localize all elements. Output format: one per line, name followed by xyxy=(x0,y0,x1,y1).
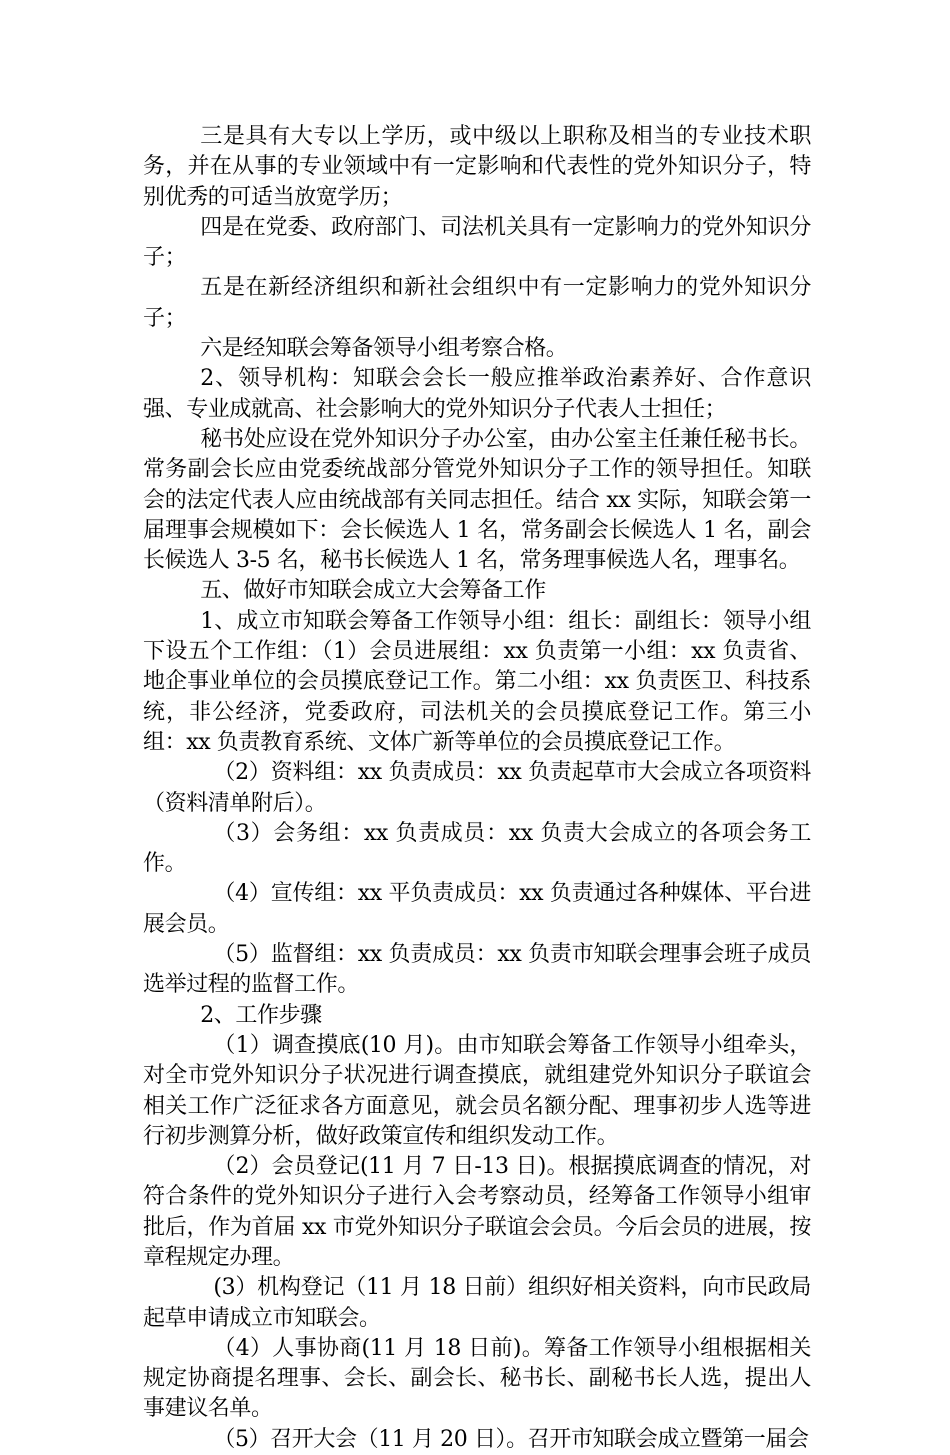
paragraph-criterion-3: 三是具有大专以上学历，或中级以上职称及相当的专业技术职务，并在从事的专业领域中有一定影响和代表性的党外知识分子，特别优秀的可适当放宽学历； xyxy=(143,124,811,210)
paragraph-criterion-6: 六是经知联会筹备领导小组考察合格。 xyxy=(200,336,568,362)
paragraph-affairs-group: （3）会务组：xx 负责成员：xx 负责大会成立的各项会务工作。 xyxy=(143,820,811,877)
paragraph-criterion-4: 四是在党委、政府部门、司法机关具有一定影响力的党外知识分子； xyxy=(143,214,811,271)
paragraph-criterion-5: 五是在新经济组织和新社会组织中有一定影响力的党外知识分子； xyxy=(143,275,811,331)
paragraph-supervision-group: （5）监督组：xx 负责成员：xx 负责市知联会理事会班子成员选举过程的监督工作。 xyxy=(143,942,811,998)
subheading-work-steps: 2、工作步骤 xyxy=(200,1002,322,1028)
paragraph-step-org-registration: (3）机构登记（11 月 18 日前）组织好相关资料，向市民政局起草申请成立市知联会。 xyxy=(143,1275,811,1331)
paragraph-step-meeting: （5）召开大会（11 月 20 日）。召开市知联会成立暨第一届会 xyxy=(213,1426,809,1452)
paragraph-materials-group: （2）资料组：xx 负责成员：xx 负责起草市大会成立各项资料（资料清单附后）。 xyxy=(143,760,811,816)
paragraph-step-survey: （1）调查摸底(10 月)。由市知联会筹备工作领导小组牵头，对全市党外知识分子状况进行调查摸底，就组建党外知识分子联谊会相关工作广泛征求各方面意见，就会员名额分配、理事初步人选等进行初步测算分析，做好政策宣传和组织发动工作。 xyxy=(143,1032,811,1149)
section-heading-5: 五、做好市知联会成立大会筹备工作 xyxy=(200,578,546,604)
paragraph-leadership: 2、领导机构：知联会会长一般应推举政治素养好、合作意识强、专业成就高、社会影响大的党外知识分子代表人士担任； xyxy=(143,366,811,422)
document-page xyxy=(143,122,811,1455)
paragraph-step-personnel: （4）人事协商(11 月 18 日前)。筹备工作领导小组根据相关规定协商提名理事、会长、副会长、秘书长、副秘书长人选，提出人事建议名单。 xyxy=(143,1335,811,1422)
paragraph-secretariat: 秘书处应设在党外知识分子办公室，由办公室主任兼任秘书长。常务副会长应由党委统战部分管党外知识分子工作的领导担任。知联会的法定代表人应由统战部有关同志担任。结合 xx 实际，知联会第一届理事会规模如下：会长候选人 1 名，常务副会长候选人 1 名，副会长候选人 3-5 名，秘书长候选人 1 名，常务理事候选人名，理事名。 xyxy=(143,426,811,574)
paragraph-preparatory-group: 1、成立市知联会筹备工作领导小组：组长：副组长：领导小组下设五个工作组：（1）会员进展组：xx 负责第一小组：xx 负责省、地企事业单位的会员摸底登记工作。第二小组：xx 负责医卫、科技系统，非公经济，党委政府，司法机关的会员摸底登记工作。第三小组：xx 负责教育系统、文体广新等单位的会员摸底登记工作。 xyxy=(143,608,811,755)
paragraph-step-registration: （2）会员登记(11 月 7 日-13 日)。根据摸底调查的情况，对符合条件的党外知识分子进行入会考察动员，经筹备工作领导小组审批后，作为首届 xx 市党外知识分子联谊会会员。今后会员的进展，按章程规定办理。 xyxy=(143,1154,811,1270)
paragraph-publicity-group: （4）宣传组：xx 平负责成员：xx 负责通过各种媒体、平台进展会员。 xyxy=(143,881,811,937)
